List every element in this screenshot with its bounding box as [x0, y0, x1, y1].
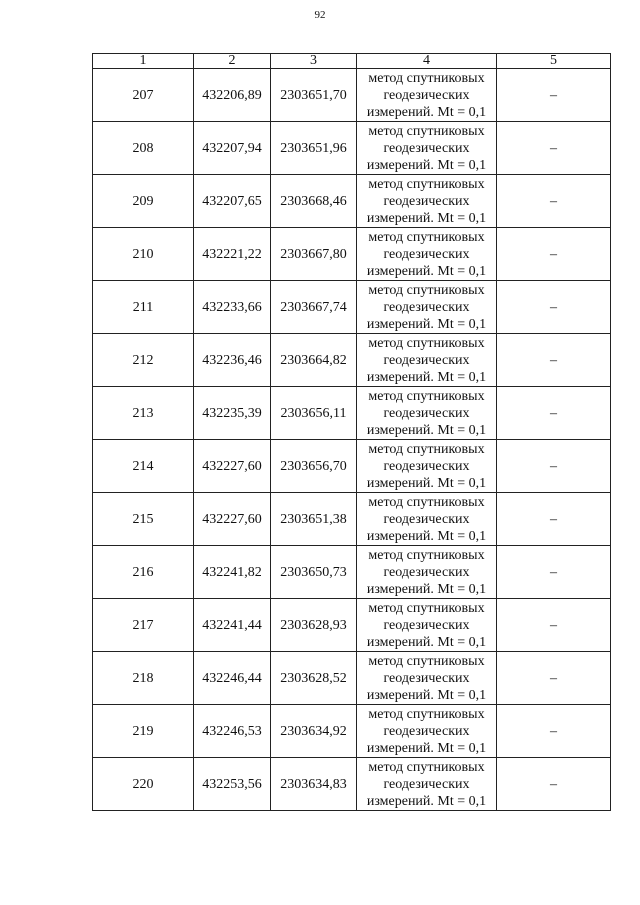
method-text-line: измерений. Mt = 0,1	[366, 316, 487, 332]
point-number-cell: 216	[93, 546, 194, 599]
method-text-line: измерений. Mt = 0,1	[366, 157, 487, 173]
column-number-row	[93, 54, 611, 69]
method-text-line: метод спутниковых	[368, 759, 485, 775]
method-text-line: геодезических	[383, 458, 470, 474]
point-number-cell: 209	[93, 175, 194, 228]
point-number-cell: 218	[93, 652, 194, 705]
point-number-cell: 207	[93, 69, 194, 122]
point-number-cell: 220	[93, 758, 194, 811]
method-text-line: метод спутниковых	[368, 282, 485, 298]
x-coordinate-cell: 432207,65	[194, 175, 271, 228]
table-row	[93, 440, 611, 493]
x-coordinate-cell: 432233,66	[194, 281, 271, 334]
method-cell	[357, 69, 497, 122]
note-cell: –	[497, 175, 611, 228]
table-row	[93, 758, 611, 811]
method-text-line: измерений. Mt = 0,1	[366, 793, 487, 809]
method-cell	[357, 546, 497, 599]
method-text-line: геодезических	[383, 564, 470, 580]
method-text-line: геодезических	[383, 193, 470, 209]
method-text-line: измерений. Mt = 0,1	[366, 263, 487, 279]
method-text-line: измерений. Mt = 0,1	[366, 475, 487, 491]
point-number-cell: 214	[93, 440, 194, 493]
coordinates-table-body	[93, 54, 611, 811]
point-number-cell: 219	[93, 705, 194, 758]
y-coordinate-cell: 2303656,11	[271, 387, 357, 440]
y-coordinate-cell: 2303664,82	[271, 334, 357, 387]
method-text-line: геодезических	[383, 617, 470, 633]
y-coordinate-cell: 2303656,70	[271, 440, 357, 493]
coordinates-table	[92, 53, 611, 811]
table-row	[93, 599, 611, 652]
column-number-3: 3	[271, 54, 357, 69]
note-cell: –	[497, 69, 611, 122]
method-cell	[357, 175, 497, 228]
method-text-line: метод спутниковых	[368, 653, 485, 669]
point-number-cell: 212	[93, 334, 194, 387]
note-cell: –	[497, 387, 611, 440]
column-number-1: 1	[93, 54, 194, 69]
method-text-line: геодезических	[383, 87, 470, 103]
method-text-line: геодезических	[383, 511, 470, 527]
method-text-line: геодезических	[383, 405, 470, 421]
method-text-line: метод спутниковых	[368, 547, 485, 563]
y-coordinate-cell: 2303634,83	[271, 758, 357, 811]
method-cell	[357, 228, 497, 281]
method-text-line: измерений. Mt = 0,1	[366, 634, 487, 650]
table-row	[93, 69, 611, 122]
method-text-line: метод спутниковых	[368, 123, 485, 139]
method-text-line: измерений. Mt = 0,1	[366, 369, 487, 385]
table-row	[93, 175, 611, 228]
table-row	[93, 281, 611, 334]
y-coordinate-cell: 2303628,52	[271, 652, 357, 705]
note-cell: –	[497, 122, 611, 175]
method-cell	[357, 705, 497, 758]
x-coordinate-cell: 432235,39	[194, 387, 271, 440]
method-text-line: метод спутниковых	[368, 706, 485, 722]
note-cell: –	[497, 599, 611, 652]
table-row	[93, 122, 611, 175]
page-number: 92	[314, 9, 326, 21]
method-text-line: геодезических	[383, 670, 470, 686]
note-cell: –	[497, 228, 611, 281]
x-coordinate-cell: 432236,46	[194, 334, 271, 387]
method-text-line: метод спутниковых	[368, 176, 485, 192]
x-coordinate-cell: 432241,82	[194, 546, 271, 599]
method-text-line: метод спутниковых	[368, 441, 485, 457]
note-cell: –	[497, 334, 611, 387]
note-cell: –	[497, 493, 611, 546]
table-row	[93, 493, 611, 546]
method-cell	[357, 652, 497, 705]
x-coordinate-cell: 432206,89	[194, 69, 271, 122]
method-text-line: измерений. Mt = 0,1	[366, 740, 487, 756]
x-coordinate-cell: 432246,53	[194, 705, 271, 758]
y-coordinate-cell: 2303651,70	[271, 69, 357, 122]
y-coordinate-cell: 2303651,38	[271, 493, 357, 546]
y-coordinate-cell: 2303650,73	[271, 546, 357, 599]
table-row	[93, 546, 611, 599]
method-text-line: метод спутниковых	[368, 600, 485, 616]
method-cell	[357, 334, 497, 387]
method-cell	[357, 440, 497, 493]
y-coordinate-cell: 2303667,74	[271, 281, 357, 334]
table-row	[93, 387, 611, 440]
note-cell: –	[497, 652, 611, 705]
method-text-line: метод спутниковых	[368, 70, 485, 86]
x-coordinate-cell: 432227,60	[194, 440, 271, 493]
note-cell: –	[497, 758, 611, 811]
table-row	[93, 705, 611, 758]
x-coordinate-cell: 432253,56	[194, 758, 271, 811]
table-row	[93, 652, 611, 705]
method-text-line: геодезических	[383, 140, 470, 156]
point-number-cell: 213	[93, 387, 194, 440]
method-cell	[357, 281, 497, 334]
column-number-4: 4	[357, 54, 497, 69]
method-cell	[357, 493, 497, 546]
method-text-line: геодезических	[383, 776, 470, 792]
table-row	[93, 334, 611, 387]
column-number-2: 2	[194, 54, 271, 69]
y-coordinate-cell: 2303651,96	[271, 122, 357, 175]
x-coordinate-cell: 432246,44	[194, 652, 271, 705]
method-text-line: метод спутниковых	[368, 494, 485, 510]
note-cell: –	[497, 440, 611, 493]
point-number-cell: 217	[93, 599, 194, 652]
column-number-5: 5	[497, 54, 611, 69]
method-text-line: метод спутниковых	[368, 229, 485, 245]
point-number-cell: 211	[93, 281, 194, 334]
note-cell: –	[497, 281, 611, 334]
method-text-line: измерений. Mt = 0,1	[366, 687, 487, 703]
note-cell: –	[497, 546, 611, 599]
method-text-line: измерений. Mt = 0,1	[366, 422, 487, 438]
point-number-cell: 210	[93, 228, 194, 281]
point-number-cell: 208	[93, 122, 194, 175]
y-coordinate-cell: 2303628,93	[271, 599, 357, 652]
method-cell	[357, 387, 497, 440]
table-row	[93, 228, 611, 281]
method-text-line: геодезических	[383, 723, 470, 739]
method-text-line: геодезических	[383, 246, 470, 262]
method-cell	[357, 599, 497, 652]
method-text-line: измерений. Mt = 0,1	[366, 210, 487, 226]
method-text-line: метод спутниковых	[368, 388, 485, 404]
method-text-line: геодезических	[383, 299, 470, 315]
y-coordinate-cell: 2303634,92	[271, 705, 357, 758]
method-text-line: измерений. Mt = 0,1	[366, 104, 487, 120]
x-coordinate-cell: 432221,22	[194, 228, 271, 281]
y-coordinate-cell: 2303667,80	[271, 228, 357, 281]
point-number-cell: 215	[93, 493, 194, 546]
x-coordinate-cell: 432241,44	[194, 599, 271, 652]
method-text-line: измерений. Mt = 0,1	[366, 581, 487, 597]
x-coordinate-cell: 432227,60	[194, 493, 271, 546]
method-text-line: измерений. Mt = 0,1	[366, 528, 487, 544]
method-cell	[357, 122, 497, 175]
x-coordinate-cell: 432207,94	[194, 122, 271, 175]
method-cell	[357, 758, 497, 811]
note-cell: –	[497, 705, 611, 758]
method-text-line: геодезических	[383, 352, 470, 368]
method-text-line: метод спутниковых	[368, 335, 485, 351]
y-coordinate-cell: 2303668,46	[271, 175, 357, 228]
